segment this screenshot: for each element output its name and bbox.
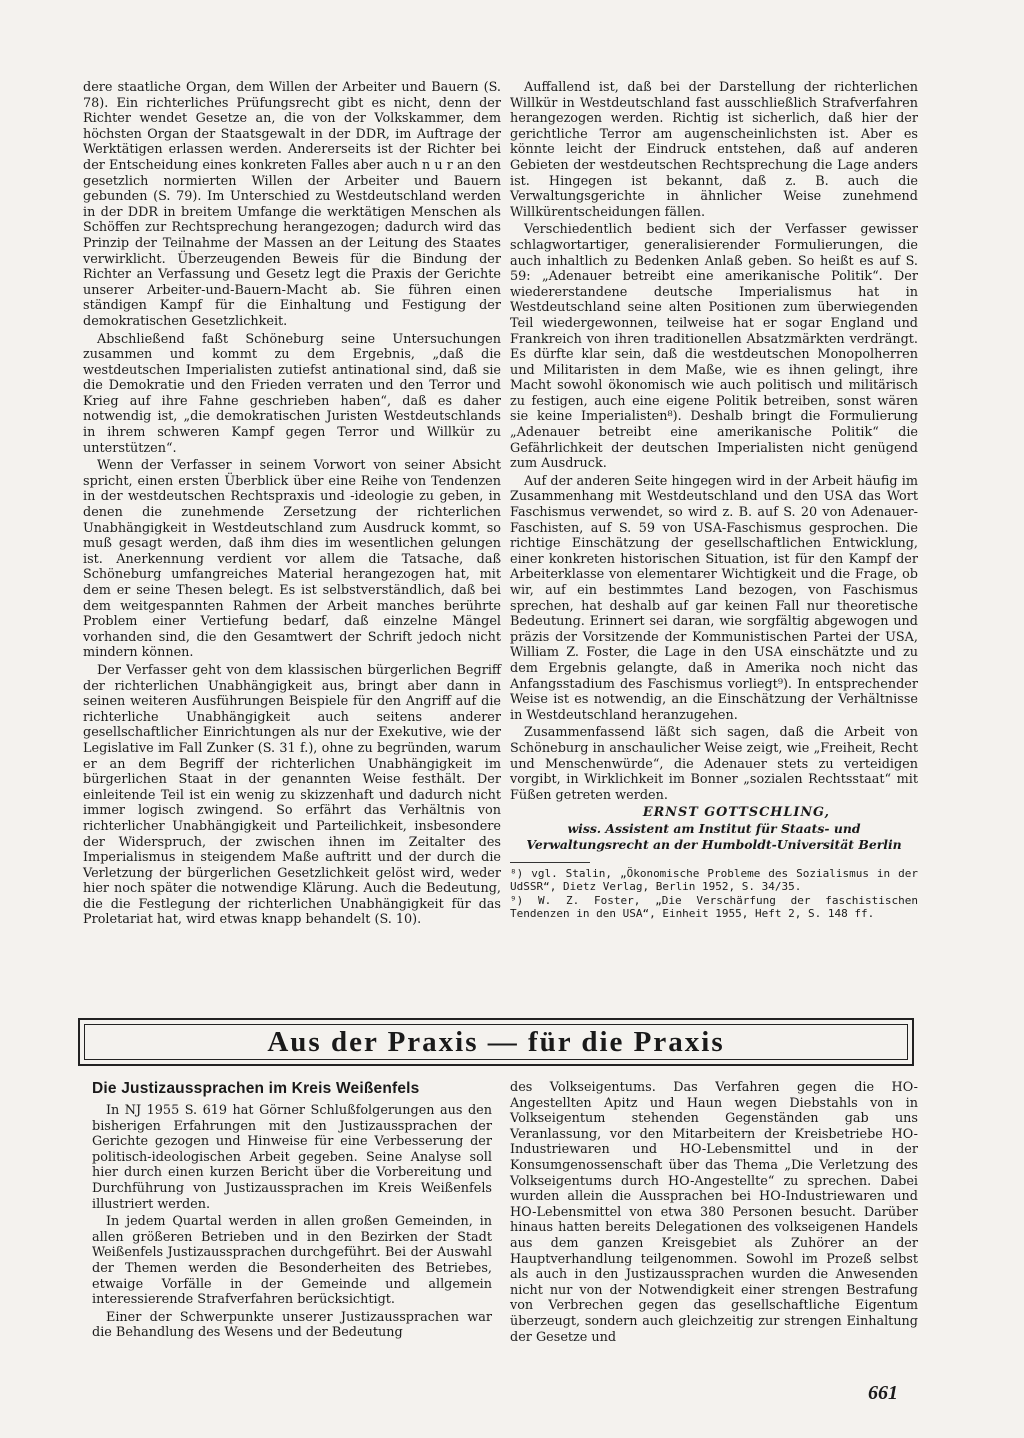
paragraph: des Volkseigentums. Das Verfahren gegen die HO-Angestellten Apitz und Haun wegen Diebstahls von in Volkseigentum stehenden Gegenständen gab uns Veranlassung, vor den Mitarbeitern der Kreisbetriebe HO-Industriewaren und HO-Lebensmittel und in der Konsumgenossenschaft über das Thema „Die Verletzung des Volkseigentums durch HO-Angestellte“ zu sprechen. Dabei wurden allein die Aussprachen bei HO-Industriewaren und HO-Lebensmittel von etwa 380 Personen besucht. Darüber hinaus hatten bereits Delegationen des volkseigenen Handels aus dem ganzen Kreisgebiet als Zuhörer an der Hauptverhandlung teilgenommen. Sowohl im Prozeß selbst als auch in den Justizaussprachen wurden die Anwesenden nicht nur von der Notwendigkeit einer strengen Bestrafung von Verbrechen gegen das gesellschaftliche Eigentum überzeugt, sondern auch gleichzeitig zur strengen Einhaltung der Gesetze und bbox=[510, 1080, 918, 1345]
footnote-divider bbox=[510, 862, 590, 863]
article-right-column bbox=[510, 1080, 918, 1345]
paragraph: Abschließend faßt Schöneburg seine Untersuchungen zusammen und kommt zu dem Ergebnis, „daß die westdeutschen Imperialisten zutiefst antinational sind, daß sie die Demokratie und den Frieden verraten und den Terror und Krieg auf ihre Fahne geschrieben haben“, daß es daher notwendig ist, „die demokratischen Juristen Westdeutschlands in ihrem schweren Kampf gegen Terror und Willkür zu unterstützen“. bbox=[83, 331, 501, 456]
paragraph: In jedem Quartal werden in allen großen Gemeinden, in allen größeren Betrieben und in den Bezirken der Stadt Weißenfels Justizaussprachen durchgeführt. Bei der Auswahl der Themen werden die Besonderheiten des Betriebes, etwaige Vorfälle in der Gemeinde und allgemein interessierende Strafverfahren berücksichtigt. bbox=[92, 1214, 492, 1308]
left-column bbox=[83, 80, 501, 928]
page-number: 661 bbox=[868, 1382, 898, 1404]
paragraph: Einer der Schwerpunkte unserer Justizaussprachen war die Behandlung des Wesens und der Bedeutung bbox=[92, 1309, 492, 1341]
article-heading: Die Justizaussprachen im Kreis Weißenfels bbox=[92, 1080, 420, 1097]
paragraph: In NJ 1955 S. 619 hat Görner Schlußfolgerungen aus den bisherigen Erfahrungen mit den Justizaussprachen der Gerichte gezogen und Hinweise für eine Verbesserung der politisch-ideologischen Arbeit gegeben. Seine Analyse soll hier durch einen kurzen Bericht über die Vorbereitung und Durchführung von Justizaussprachen im Kreis Weißenfels illustriert werden. bbox=[92, 1103, 492, 1212]
paragraph: Zusammenfassend läßt sich sagen, daß die Arbeit von Schöneburg in anschaulicher Weise zeigt, wie „Freiheit, Recht und Menschenwürde“, die Adenauer stets zu verteidigen vorgibt, in Wirklichkeit im Bonner „sozialen Rechtsstaat“ mit Füßen getreten werden. bbox=[510, 725, 918, 803]
paragraph: Wenn der Verfasser in seinem Vorwort von seiner Absicht spricht, einen ersten Überblick über eine Reihe von Tendenzen in der westdeutschen Rechtspraxis und -ideologie zu geben, in denen die zunehmende Zersetzung der richterlichen Unabhängigkeit in Westdeutschland zum Ausdruck kommt, so muß gesagt werden, daß ihm dies im wesentlichen gelungen ist. Anerkennung verdient vor allem die Tatsache, daß Schöneburg umfangreiches Material herangezogen hat, mit dem er seine Thesen belegt. Es ist selbstverständlich, daß bei dem weitgespannten Rahmen der Arbeit manches berührte Problem einer Vertiefung bedarf, daß einzelne Mängel vorhanden sind, die den Gesamtwert der Schrift jedoch nicht mindern können. bbox=[83, 458, 501, 661]
author-affiliation: wiss. Assistent am Institut für Staats- und Verwaltungsrecht an der Humboldt-Universität Berlin bbox=[526, 820, 902, 852]
article-left-column bbox=[92, 1103, 492, 1341]
section-title: Aus der Praxis — für die Praxis bbox=[267, 1026, 725, 1058]
paragraph: Verschiedentlich bedient sich der Verfasser gewisser schlagwortartiger, generalisierender Formulierungen, die auch inhaltlich zu Bedenken Anlaß geben. So heißt es auf S. 59: „Adenauer betreibt eine amerikanische Politik“. Der wiedererstandene deutsche Imperialismus hat in Westdeutschland seine alten Positionen zum überwiegenden Teil wiedergewonnen, teilweise hat er sogar England und Frankreich von ihren traditionellen Absatzmärkten verdrängt. Es dürfte klar sein, daß die westdeutschen Monopolherren und Militaristen in dem Maße, wie es ihnen gelingt, ihre Macht sowohl ökonomisch wie auch politisch und militärisch zu festigen, auch eine eigene Politik betreiben, sonst wären sie keine Imperialisten⁸). Deshalb bringt die Formulierung „Adenauer betreibt eine amerikanische Politik“ die Gefährlichkeit der deutschen Imperialisten nicht genügend zum Ausdruck. bbox=[510, 222, 918, 472]
paragraph: dere staatliche Organ, dem Willen der Arbeiter und Bauern (S. 78). Ein richterliches Prüfungsrecht gibt es nicht, denn der Richter wendet Gesetze an, die von der Volkskammer, dem höchsten Organ der Staatsgewalt in der DDR, im Auftrage der Werktätigen erlassen werden. Andererseits ist der Richter bei der Entscheidung eines konkreten Falles aber auch n u r an den gesetzlich normierten Willen der Arbeiter und Bauern gebunden (S. 79). Im Unterschied zu Westdeutschland werden in der DDR in breitem Umfange die werktätigen Menschen als Schöffen zur Rechtsprechung herangezogen; dadurch wird das Prinzip der Teilnahme der Massen an der Leitung des Staates verwirklicht. Überzeugenden Beweis für die Bindung der Richter an Verfassung und Gesetz legt die Praxis der Gerichte unserer Arbeiter-und-Bauern-Macht ab. Sie führen einen ständigen Kampf für die Einhaltung und Festigung der demokratischen Gesetzlichkeit. bbox=[83, 80, 501, 329]
section-banner bbox=[78, 1018, 914, 1066]
paragraph: Der Verfasser geht von dem klassischen bürgerlichen Begriff der richterlichen Unabhängigkeit aus, bringt aber dann in seinen weiteren Ausführungen Beispiele für den Angriff auf die richterliche Unabhängigkeit auch seitens anderer gesellschaftlicher Einrichtungen als nur der Exekutive, wie der Legislative im Fall Zunker (S. 31 f.), ohne zu begründen, warum er an dem Begriff der richterlichen Unabhängigkeit im bürgerlichen Staat in der genannten Weise festhält. Der einleitende Teil ist ein wenig zu skizzenhaft und dadurch nicht immer logisch zwingend. So erfährt das Verhältnis von richterlicher Unabhängigkeit und Parteilichkeit, insbesondere der Widerspruch, der zwischen ihnen im Zeitalter des Imperialismus in steigendem Maße auftritt und der durch die Verletzung der bürgerlichen Gesetzlichkeit gelöst wird, weder hier noch später die notwendige Klärung. Auch die Bedeutung, die die Festlegung der richterlichen Unabhängigkeit für das Proletariat hat, wird etwas knapp behandelt (S. 10). bbox=[83, 662, 501, 928]
footnote: ⁹) W. Z. Foster, „Die Verschärfung der faschistischen Tendenzen in den USA“, Einheit 1955, Heft 2, S. 148 ff. bbox=[510, 893, 918, 920]
right-column bbox=[510, 80, 918, 920]
author-name: ERNST GOTTSCHLING, bbox=[642, 805, 830, 821]
paragraph: Auf der anderen Seite hingegen wird in der Arbeit häufig im Zusammenhang mit Westdeutschland und den USA das Wort Faschismus verwendet, so wird z. B. auf S. 20 von Adenauer-Faschisten, auf S. 59 von USA-Faschismus gesprochen. Die richtige Einschätzung der gesellschaftlichen Entwicklung, einer konkreten historischen Situation, ist für den Kampf der Arbeiterklasse von elementarer Wichtigkeit und die Frage, ob wir, auf ein bestimmtes Land bezogen, von Faschismus sprechen, hat deshalb auf gar keinen Fall nur theoretische Bedeutung. Erinnert sei daran, wie sorgfältig abgewogen und präzis der Vorsitzende der Kommunistischen Partei der USA, William Z. Foster, die Lage in den USA einschätzte und zu dem Ergebnis gelangte, daß in Amerika noch nicht das Anfangsstadium des Faschismus vorliegt⁹). In entsprechender Weise ist es notwendig, an die Einschätzung der Verhältnisse in Westdeutschland heranzugehen. bbox=[510, 473, 918, 723]
paragraph: Auffallend ist, daß bei der Darstellung der richterlichen Willkür in Westdeutschland fast ausschließlich Strafverfahren herangezogen werden. Richtig ist sicherlich, daß hier der gerichtliche Terror am augenscheinlichsten ist. Aber es könnte leicht der Eindruck entstehen, daß auf anderen Gebieten der westdeutschen Rechtsprechung die Lage anders ist. Hingegen ist bekannt, daß z. B. auch die Verwaltungsgerichte in ähnlicher Weise zunehmend Willkürentscheidungen fällen. bbox=[510, 80, 918, 220]
footnote: ⁸) vgl. Stalin, „Ökonomische Probleme des Sozialismus in der UdSSR“, Dietz Verlag, Berlin 1952, S. 34/35. bbox=[510, 867, 918, 894]
